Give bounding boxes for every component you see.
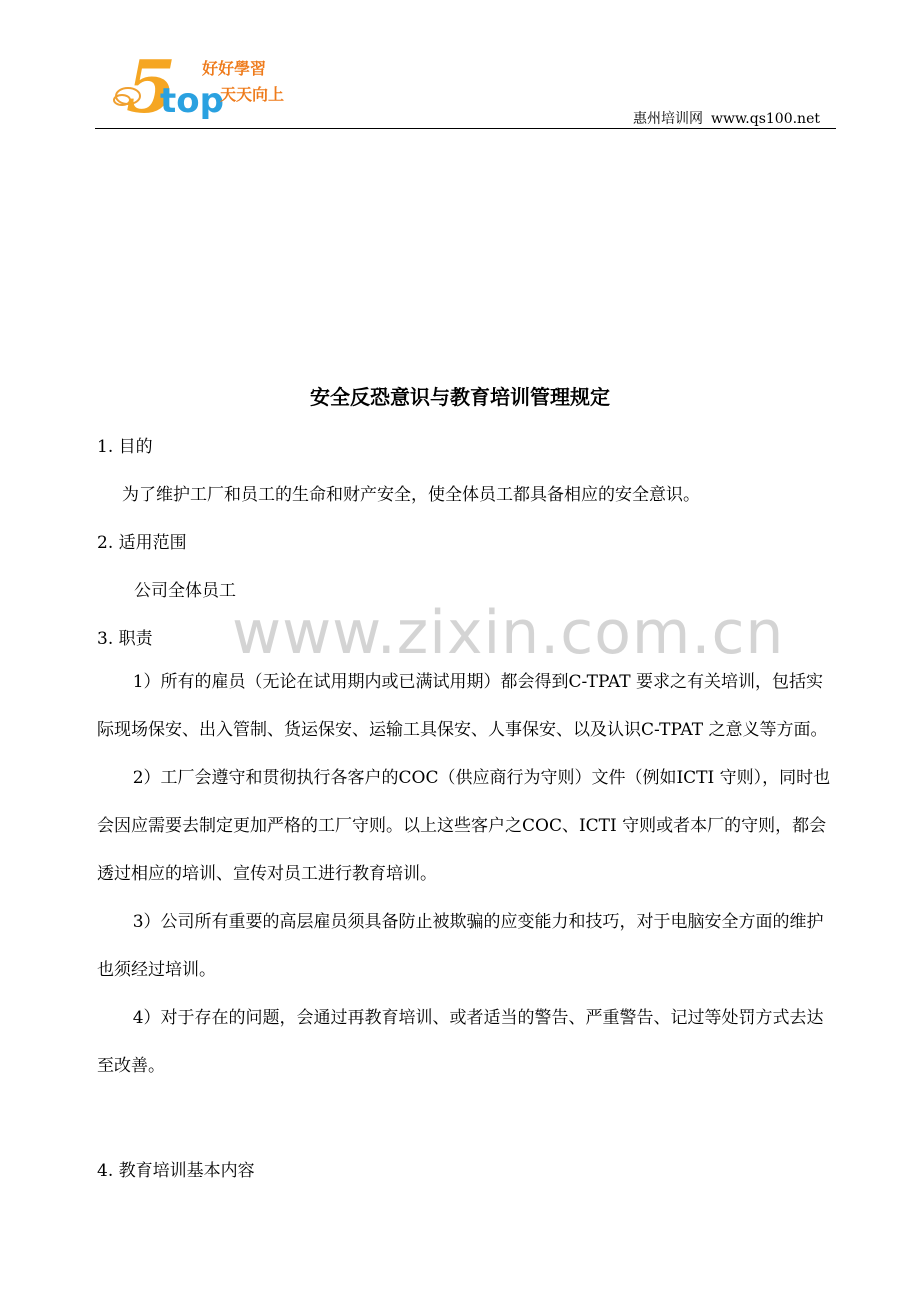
document-title: 安全反恐意识与教育培训管理规定 — [310, 385, 610, 409]
section-4-heading: 4. 教育培训基本内容 — [97, 1161, 255, 1181]
section-2-text: 公司全体员工 — [134, 581, 236, 601]
header-divider — [95, 128, 836, 129]
section-1-heading: 1. 目的 — [97, 437, 153, 457]
section-3-body — [97, 658, 838, 1090]
site-logo — [108, 52, 323, 126]
site-name: 惠州培训网 — [633, 111, 703, 127]
section-3-paragraph-3: 3）公司所有重要的高层雇员须具备防止被欺骗的应变能力和技巧，对于电脑安全方面的维护也须经过培训。 — [97, 912, 824, 980]
logo-slogan-line1: 好好學習 — [202, 59, 267, 78]
section-3-heading: 3. 职责 — [97, 629, 153, 649]
section-3-paragraph-4: 4）对于存在的问题，会通过再教育培训、或者适当的警告、严重警告、记过等处罚方式去达至改善。 — [97, 1008, 824, 1076]
header-site-info — [625, 108, 820, 128]
logo-word: top — [160, 81, 224, 121]
section-1-text: 为了维护工厂和员工的生命和财产安全，使全体员工都具备相应的安全意识。 — [122, 485, 700, 505]
site-url-link[interactable]: www.qs100.net — [711, 111, 820, 127]
section-3-paragraph-1: 1）所有的雇员（无论在试用期内或已满试用期）都会得到C-TPAT 要求之有关培训，包括实际现场保安、出入管制、货运保安、运输工具保安、人事保安、以及认识C-TPAT 之意义等方面。 — [97, 672, 828, 740]
section-3-paragraph-2: 2）工厂会遵守和贯彻执行各客户的COC（供应商行为守则）文件（例如ICTI 守则），同时也会因应需要去制定更加严格的工厂守则。以上这些客户之COC、ICTI 守则或者本厂的守则，都会透过相应的培训、宣传对员工进行教育培训。 — [97, 768, 831, 884]
watermark: www.zixin.com.cn — [232, 598, 785, 668]
logo-slogan-line2: 天天向上 — [220, 85, 285, 104]
section-2-heading: 2. 适用范围 — [97, 533, 187, 553]
logo-five: 5 — [126, 52, 177, 126]
